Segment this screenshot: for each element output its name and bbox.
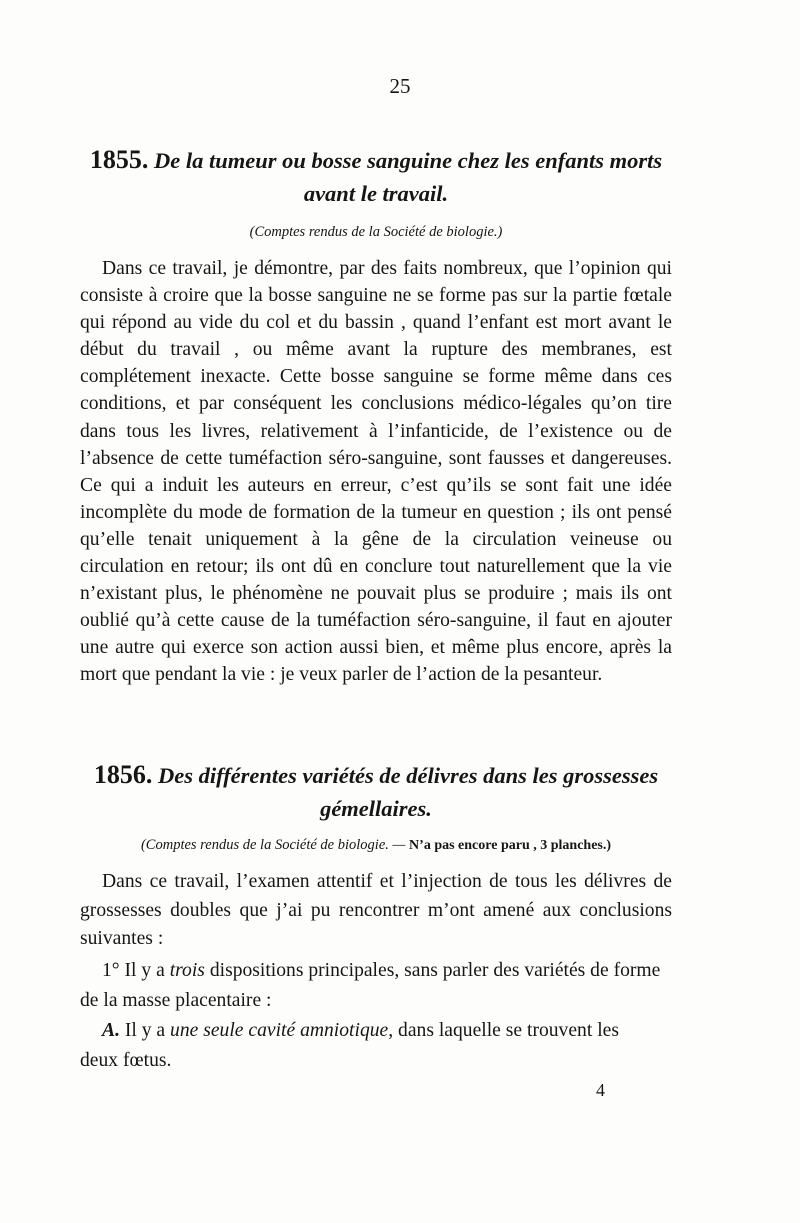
section-1856-item-1 — [80, 956, 672, 986]
section-1855-source: (Comptes rendus de la Société de biologie.) — [249, 224, 503, 240]
signature-mark: 4 — [596, 1080, 605, 1100]
section-1855-title-line2: avant le travail. — [303, 181, 449, 206]
item-a-letter: A. — [102, 1019, 120, 1041]
section-1856-item-a-line2: deux fœtus. — [80, 1049, 172, 1071]
item-1-rest: dispositions principales, sans parler des variétés de forme — [209, 959, 661, 981]
section-1856-title-line1: Des différentes variétés de délivres dans les grossesses — [157, 763, 659, 788]
section-1855-heading — [80, 143, 672, 210]
item-a-rest: dans laquelle se trouvent les — [398, 1019, 619, 1041]
section-1856-source-tail: N’a pas encore paru , 3 planches.) — [409, 838, 612, 853]
section-1855-paragraph: Dans ce travail, je démontre, par des faits nombreux, que l’opinion qui consiste à croire que la bosse sanguine ne se forme pas sur la partie fœtale qui répond au vide du col et du bassin , quand l’enfant est mort avant le début du travail , ou même avant la rupture des membranes, est complétement inexacte. Cette bosse sanguine se forme même dans ces conditions, et par conséquent les conclusions médico-légales qu’on tire dans tous les livres, relativement à l’infanticide, de l’existence ou de l’absence de cette tuméfaction séro-sanguine, sont fausses et dangereuses. Ce qui a induit les auteurs en erreur, c’est qu’ils se sont fait une idée incomplète du mode de formation de la tumeur en question ; ils ont pensé qu’elle tenait uniquement à la gêne de la circulation veineuse ou circulation en retour; ils ont dû en conclure tout naturellement que la vie n’existant plus, le phénomène ne pouvait plus se produire ; mais ils ont oublié qu’à cette cause de la tuméfaction séro-sanguine, il faut en ajouter une autre qui exerce son action aussi bien, et même plus encore, après la mort que pendant la vie : je veux parler de l’action de la pesanteur. — [80, 258, 672, 686]
section-1856-number: 1856. — [93, 760, 153, 789]
item-1-prefix: 1° Il y a — [102, 959, 165, 981]
section-1856-heading — [80, 758, 672, 825]
section-1856-title-line2: gémellaires. — [320, 796, 432, 821]
section-1855-number: 1855. — [89, 145, 149, 174]
item-a-prefix: Il y a — [124, 1019, 166, 1041]
section-1856-item-1-line2: de la masse placentaire : — [80, 989, 272, 1011]
section-1856-paragraph: Dans ce travail, l’examen attentif et l’injection de tous les délivres de grossesses doubles que j’ai pu rencontrer m’ont amené aux conclusions suivantes : — [80, 871, 672, 949]
page-number: 25 — [389, 74, 411, 98]
section-1856-source — [80, 837, 672, 854]
item-a-italic: une seule cavité amniotique, — [170, 1019, 394, 1041]
section-1855 — [80, 143, 672, 689]
section-1856-item-a — [80, 1016, 672, 1046]
section-1856 — [80, 758, 672, 1076]
section-1855-title-line1: De la tumeur ou bosse sanguine chez les enfants morts — [153, 148, 663, 173]
section-1856-source-italic: (Comptes rendus de la Société de biologie. — — [140, 837, 406, 853]
item-1-italic: trois — [169, 959, 205, 981]
